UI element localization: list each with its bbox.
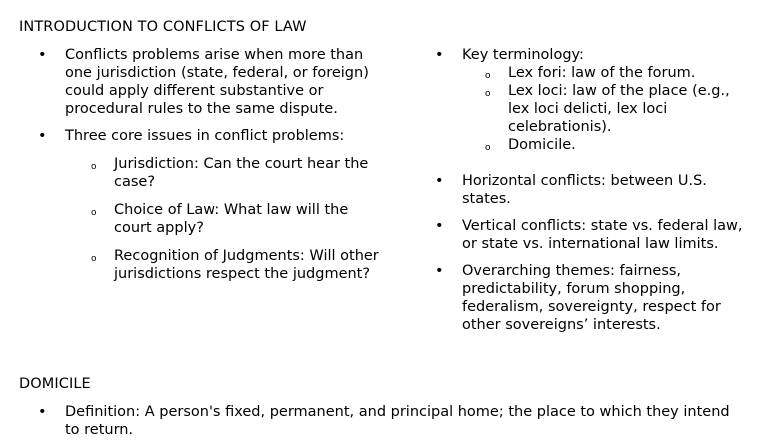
list-item xyxy=(435,172,755,208)
sub-list-item xyxy=(482,136,755,154)
sub-bullet-icon: o xyxy=(91,254,97,264)
bullet-icon: • xyxy=(435,263,444,279)
bullet-text: Definition: A person's fixed, permanent, and principal home; the place to which they intend to return. xyxy=(65,404,730,438)
sub-list-item xyxy=(88,247,383,283)
bullet-text: Conflicts problems arise when more than one jurisdiction (state, federal, or foreign) could apply different substantive or procedural rules to the same dispute. xyxy=(65,47,369,117)
list-item xyxy=(435,262,755,334)
bullet-text: Key terminology: xyxy=(462,47,584,63)
list-item xyxy=(38,127,383,283)
bullet-icon: • xyxy=(38,404,47,420)
list-item xyxy=(435,46,755,154)
sub-bullet-icon: o xyxy=(485,89,491,99)
sub-bullet-icon: o xyxy=(91,208,97,218)
section-heading-intro: INTRODUCTION TO CONFLICTS OF LAW xyxy=(19,19,307,35)
sub-bullet-icon: o xyxy=(485,71,491,81)
domicile-list xyxy=(38,403,738,439)
bullet-text: Horizontal conflicts: between U.S. states. xyxy=(462,173,707,207)
sub-list-item xyxy=(88,155,383,191)
sub-list-item xyxy=(482,82,755,136)
sub-bullet-icon: o xyxy=(485,143,491,153)
sub-item-text: Jurisdiction: Can the court hear the case? xyxy=(114,156,369,190)
list-item xyxy=(38,403,738,439)
bullet-text: Three core issues in conflict problems: xyxy=(65,128,345,144)
core-issues-sublist xyxy=(88,155,383,283)
intro-right-column xyxy=(435,46,755,334)
sub-list-item xyxy=(482,64,755,82)
sub-item-text: Domicile. xyxy=(508,137,576,153)
terminology-sublist xyxy=(482,64,755,154)
sub-list-item xyxy=(88,201,383,237)
sub-bullet-icon: o xyxy=(91,162,97,172)
sub-item-text: Recognition of Judgments: Will other jurisdictions respect the judgment? xyxy=(114,248,379,282)
bullet-icon: • xyxy=(435,47,444,63)
bullet-icon: • xyxy=(435,218,444,234)
bullet-icon: • xyxy=(38,128,47,144)
list-item xyxy=(38,46,383,118)
section-heading-domicile: DOMICILE xyxy=(19,376,91,392)
sub-item-text: Lex loci: law of the place (e.g., lex loci delicti, lex loci celebrationis). xyxy=(508,83,730,135)
bullet-text: Overarching themes: fairness, predictability, forum shopping, federalism, sovereignty, respect for other sovereigns’ interests. xyxy=(462,263,721,333)
bullet-icon: • xyxy=(38,47,47,63)
sub-item-text: Choice of Law: What law will the court apply? xyxy=(114,202,349,236)
sub-item-text: Lex fori: law of the forum. xyxy=(508,65,696,81)
intro-left-column xyxy=(38,46,383,283)
bullet-text: Vertical conflicts: state vs. federal law, or state vs. international law limits. xyxy=(462,218,743,252)
bullet-icon: • xyxy=(435,173,444,189)
list-item xyxy=(435,217,755,253)
